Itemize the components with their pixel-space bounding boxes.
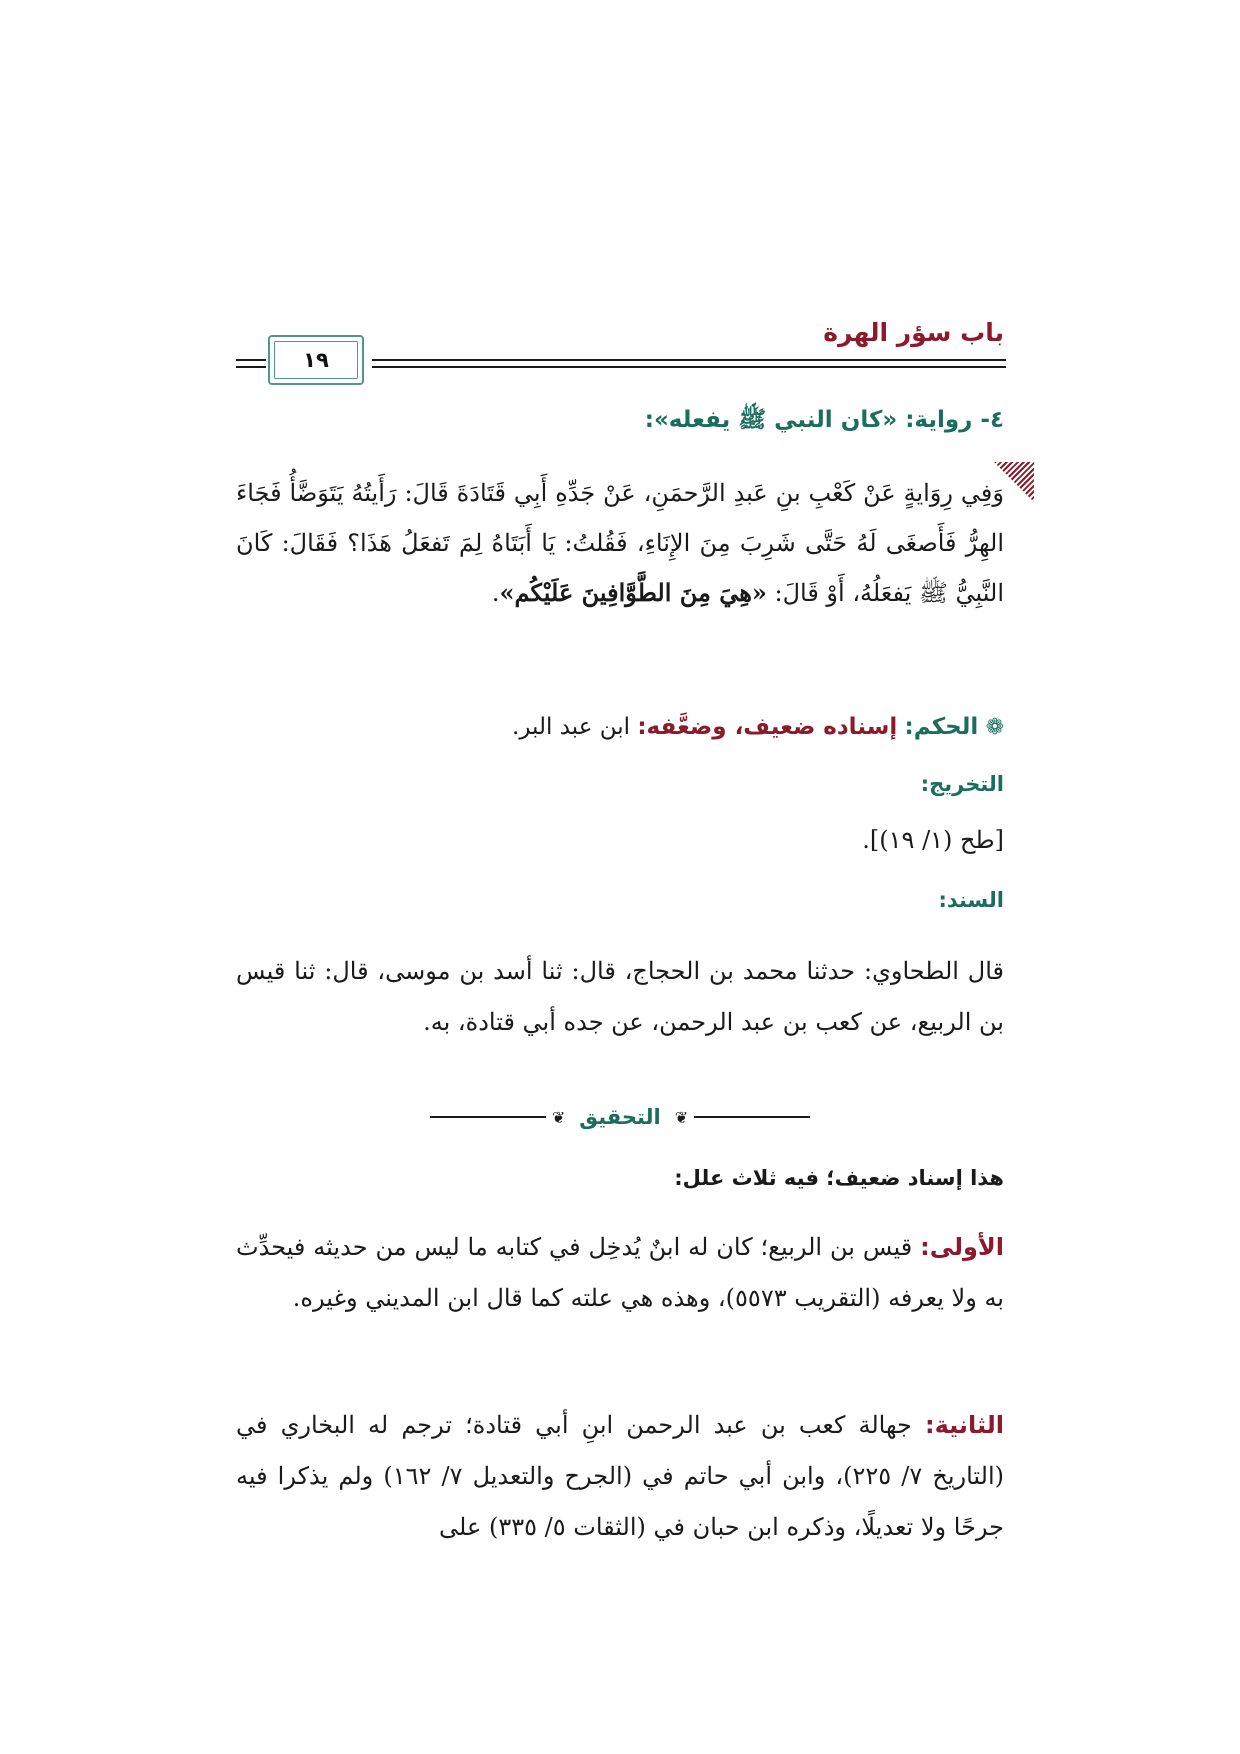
sanad-text: قال الطحاوي: حدثنا محمد بن الحجاج، قال: ثنا أسد بن موسى، قال: ثنا قيس بن الربيع، عن كعب بن عبد الرحمن، عن جده أبي قتادة، به.: [236, 957, 1004, 1036]
second-defect-label: الثانية:: [924, 1411, 1004, 1439]
ruling-by: ابن عبد البر.: [512, 714, 631, 740]
second-defect-text: جهالة كعب بن عبد الرحمن ابنِ أبي قتادة؛ ترجم له البخاري في (التاريخ ٧/ ٢٢٥)، وابن أبي حاتم في (الجرح والتعديل ٧/ ١٦٢) ولم يذكرا فيه جرحًا ولا تعديلًا، وذكره ابن حبان في (الثقات ٥/ ٣٣٥) على: [236, 1411, 1005, 1541]
rosette-icon: ❁: [985, 715, 1004, 740]
page-number: ١٩: [303, 348, 329, 372]
ruling-value: إسناده ضعيف، وضعَّفه:: [637, 714, 898, 740]
header-rule: [236, 366, 266, 368]
second-defect: [236, 1400, 1004, 1553]
chapter-title: باب سؤر الهرة: [823, 318, 1004, 347]
hadith-body: وَفِي رِوَايةٍ عَنْ كَعْبِ بنِ عَبدِ الرَّحمَنِ، عَنْ جَدِّهِ أَبِي قَتَادَةَ قَالَ: رَأَيتُهُ يَتَوَضَّأُ فَجَاءَ الهِرُّ فَأَصغَى لَهُ حَتَّى شَرِبَ مِنَ الإِنَاءِ، فَقُلتُ: يَا أَبَتَاهُ لِمَ تَفعَلُ هَذَا؟ فَقَالَ: كَانَ النَّبِيُّ ﷺ يَفعَلُهُ، أَوْ قَالَ:: [236, 479, 1004, 607]
header-rule: [372, 366, 1006, 368]
first-defect: [236, 1222, 1004, 1324]
first-defect-text: قيس بن الربيع؛ كان له ابنٌ يُدخِل في كتابه ما ليس من حديثه فيحدِّث به ولا يعرفه (التقريب ٥٥٧٣)، وهذه هي علته كما قال ابن المديني وغيره.: [236, 1233, 1004, 1312]
tahqiq-divider: [430, 1105, 810, 1129]
tahqiq-title: التحقيق: [579, 1105, 661, 1129]
divider-line: [694, 1116, 810, 1118]
first-defect-label: الأولى:: [920, 1233, 1004, 1261]
hadith-text: [236, 468, 1004, 618]
page-number-badge: [268, 335, 364, 385]
hadith-end: .: [491, 579, 500, 607]
takhrij-heading: التخريج:: [920, 772, 1004, 796]
section-heading: ٤- رواية: «كان النبي ﷺ يفعله»:: [644, 407, 1004, 433]
header-rule: [236, 359, 266, 361]
divider-line: [430, 1116, 546, 1118]
ornament-icon: ❦: [674, 1107, 689, 1127]
ruling-label: الحكم:: [904, 714, 979, 740]
tahqiq-summary: هذا إسناد ضعيف؛ فيه ثلاث علل:: [674, 1166, 1004, 1190]
ruling-line: [236, 714, 1004, 740]
header-rule: [372, 359, 1006, 361]
ornament-icon: ❦: [551, 1107, 566, 1127]
sanad-heading: السند:: [938, 888, 1004, 912]
takhrij-value: [طح (١/ ١٩)].: [862, 826, 1004, 854]
hadith-quote: «هِيَ مِنَ الطَّوَّافِينَ عَلَيْكُم»: [499, 578, 767, 607]
